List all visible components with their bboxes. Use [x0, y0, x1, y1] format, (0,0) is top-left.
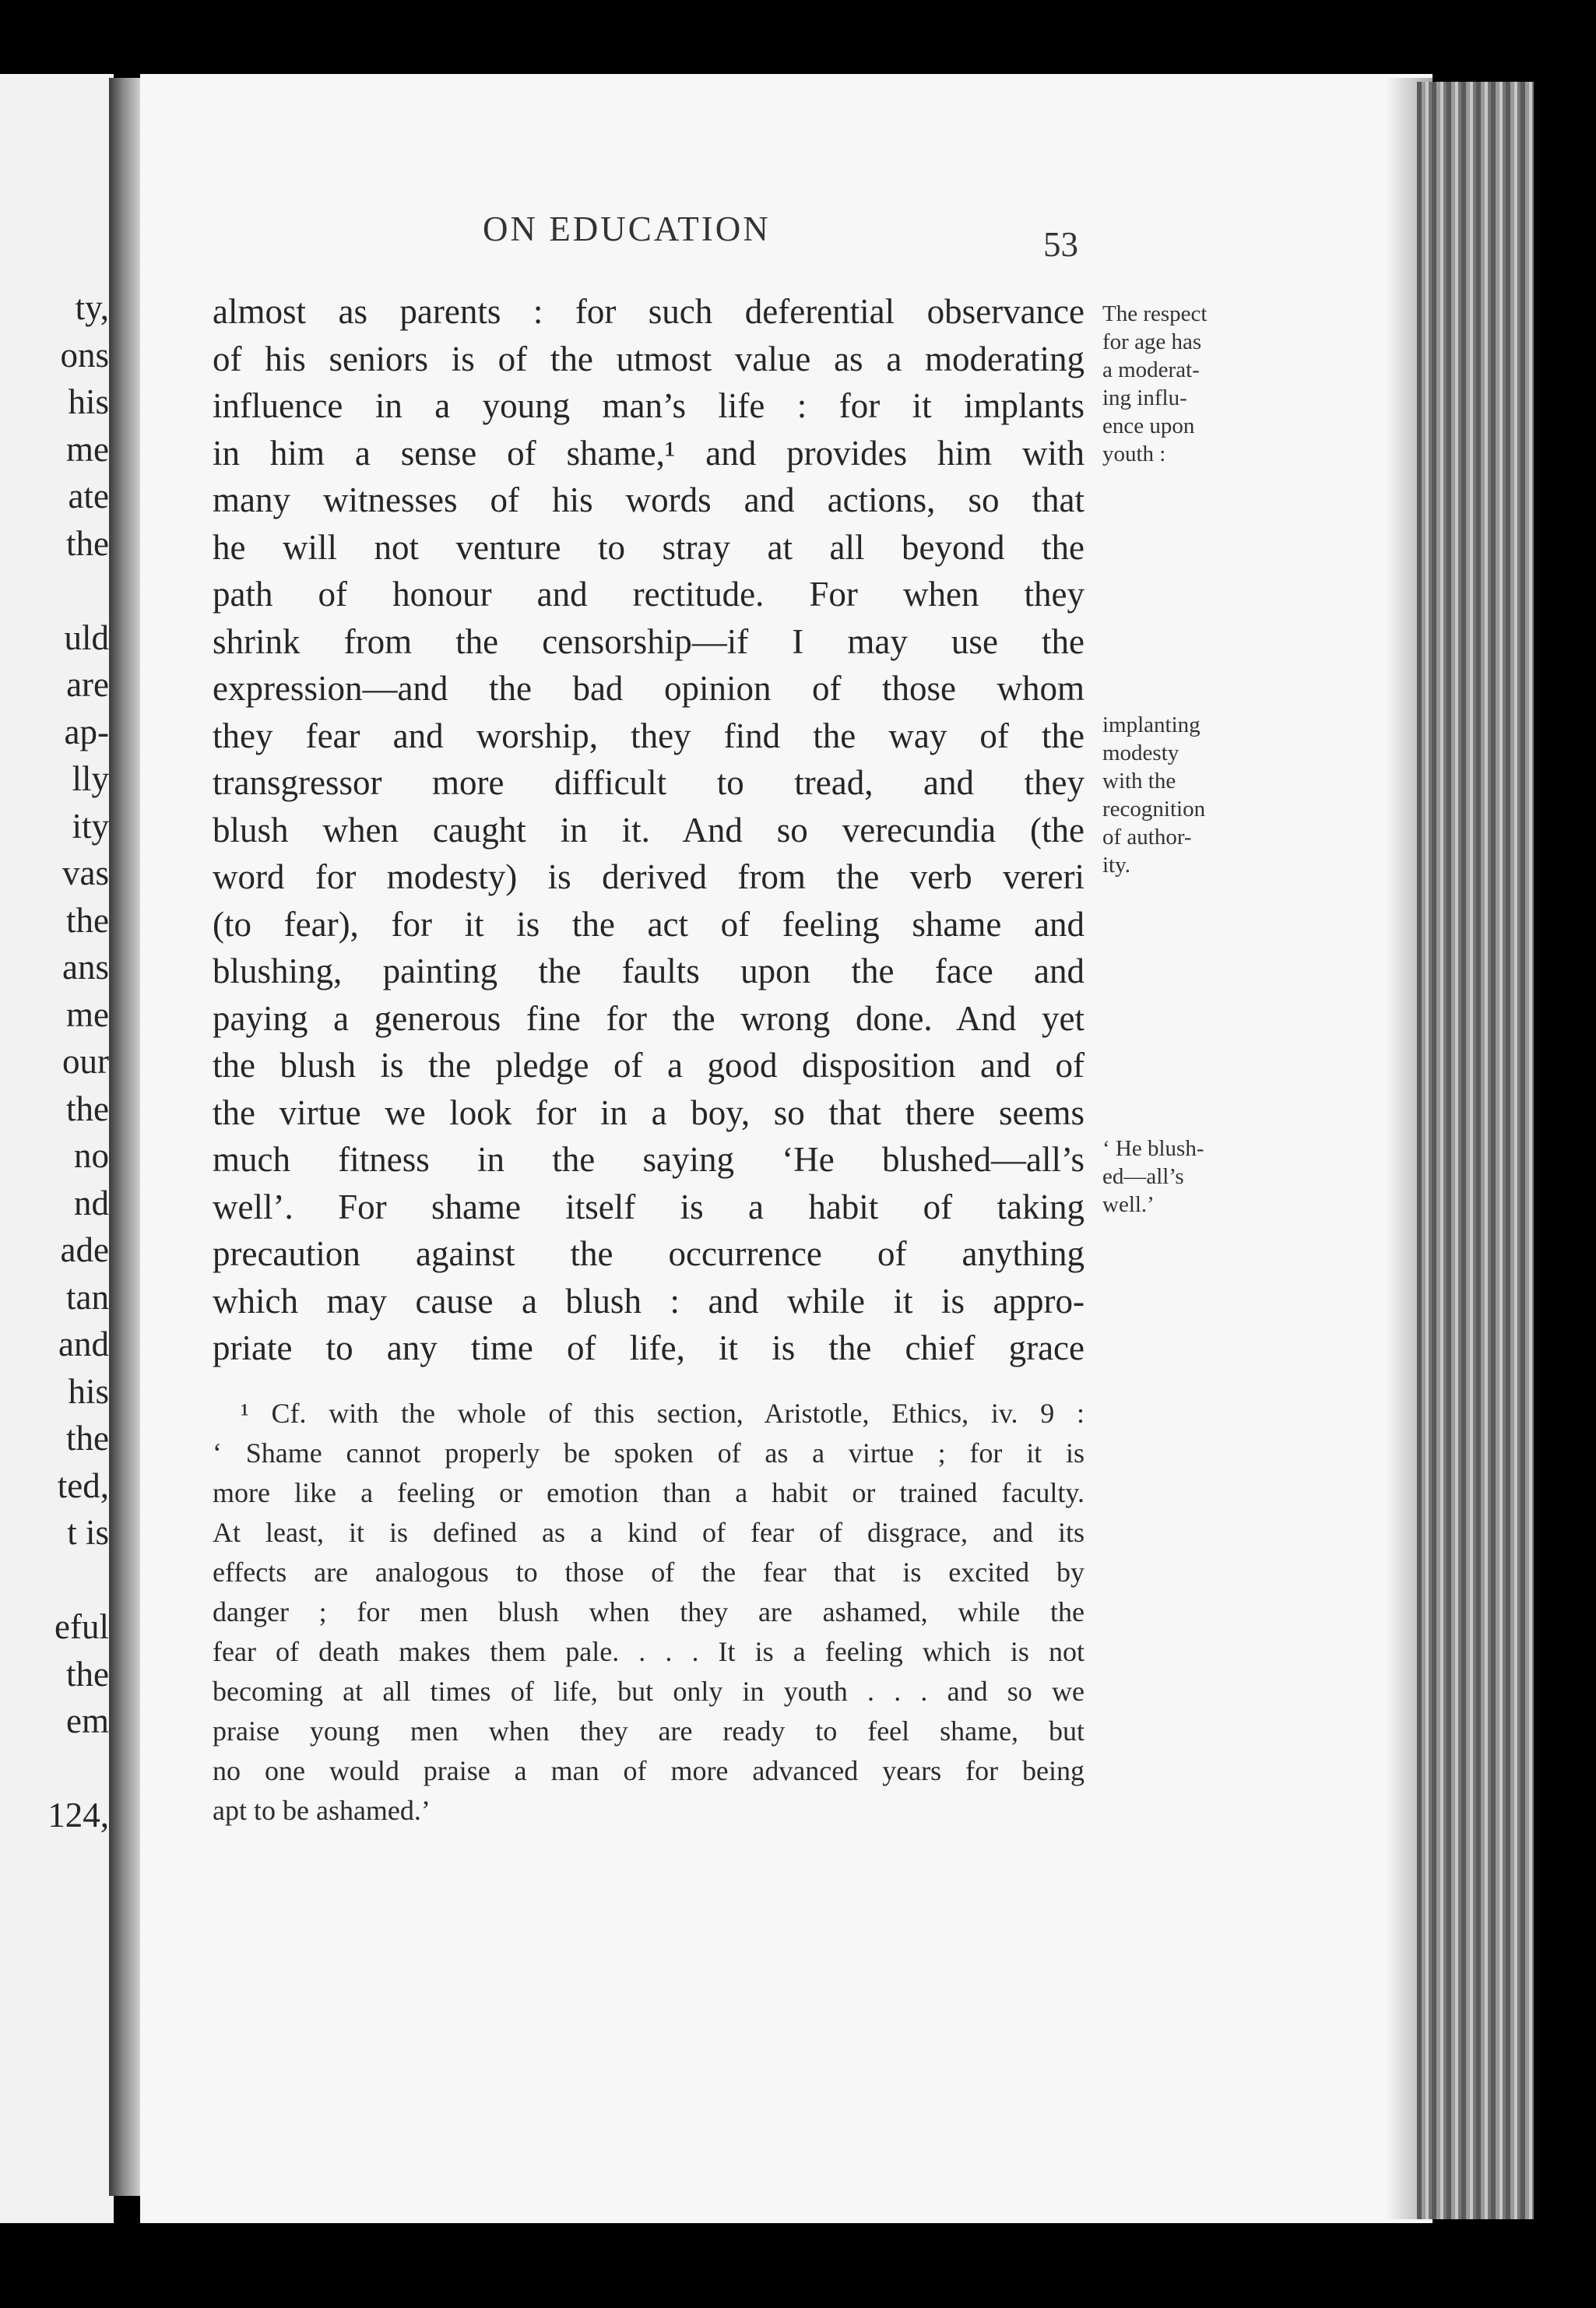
footnote [213, 1394, 1085, 1831]
text-line: influence in a young man’s life : for it implants [213, 386, 1085, 425]
facing-page-line: his [68, 1371, 109, 1411]
text-line: he will not venture to stray at all beyond the [213, 527, 1085, 567]
footnote-line: At least, it is defined as a kind of fear of disgrace, and its [213, 1517, 1085, 1548]
facing-page-line: the [66, 1089, 109, 1128]
margin-note-respect [1102, 300, 1266, 468]
facing-page-line: lly [72, 759, 109, 798]
text-line: expression—and the bad opinion of those whom [213, 669, 1085, 708]
text-line: well’. For shame itself is a habit of taking [213, 1187, 1085, 1226]
text-line: many witnesses of his words and actions, so that [213, 480, 1085, 519]
text-line: precaution against the occurrence of anything [213, 1234, 1085, 1273]
margin-note-line: ed—all’s [1102, 1164, 1184, 1189]
margin-note-line: recognition [1102, 797, 1206, 822]
facing-page-line: vas [62, 853, 109, 892]
footnote-line: no one would praise a man of more advanced years for being [213, 1755, 1085, 1786]
facing-page-line [47, 567, 109, 614]
facing-page-line: em [66, 1701, 109, 1740]
footnote-line: fear of death makes them pale. . . . It is a feeling which is not [213, 1636, 1085, 1667]
facing-page-line: his [68, 382, 109, 421]
margin-note-line: with the [1102, 769, 1176, 793]
margin-note-modesty [1102, 711, 1266, 879]
facing-page-line: the [66, 900, 109, 940]
text-line: path of honour and rectitude. For when they [213, 575, 1085, 614]
margin-note-line: ity. [1102, 853, 1130, 878]
margin-note-line: ence upon [1102, 413, 1195, 438]
facing-page-line: the [66, 523, 109, 563]
page-number: 53 [1043, 225, 1078, 264]
margin-note-line: well.’ [1102, 1192, 1155, 1217]
text-line: (to fear), for it is the act of feeling shame and [213, 904, 1085, 944]
footnote-line: apt to be ashamed.’ [213, 1795, 431, 1826]
text-line: almost as parents : for such deferential observance [213, 292, 1085, 331]
text-line: the blush is the pledge of a good disposition and of [213, 1046, 1085, 1085]
facing-page-line: ap- [64, 712, 109, 751]
text-line: blushing, painting the faults upon the face and [213, 952, 1085, 990]
facing-page-line: ons [60, 335, 109, 375]
facing-page-line: nd [74, 1183, 109, 1223]
facing-page-line: no [74, 1136, 109, 1175]
margin-note-line: ing influ- [1102, 385, 1187, 410]
facing-page-line: ty, [75, 288, 109, 327]
facing-page-line: t is [67, 1513, 109, 1552]
text-line: in him a sense of shame,¹ and provides him with [213, 433, 1085, 473]
margin-note-line: for age has [1102, 329, 1202, 354]
footnote-line: ¹ Cf. with the whole of this section, Aristotle, Ethics, iv. 9 : [241, 1398, 1085, 1429]
text-line: shrink from the censorship—if I may use the [213, 621, 1085, 661]
footnote-line: danger ; for men blush when they are ashamed, while the [213, 1596, 1085, 1627]
text-line: blush when caught in it. And so verecundia (the [213, 810, 1085, 850]
footnote-line: praise young men when they are ready to feel shame, but [213, 1715, 1085, 1747]
facing-page-line: and [58, 1325, 109, 1363]
facing-page-line: me [66, 994, 109, 1034]
facing-page-line: the [66, 1419, 109, 1458]
facing-page-line [47, 1557, 109, 1604]
facing-page [0, 74, 114, 2223]
facing-page-line: tan [66, 1277, 109, 1317]
margin-note-blush [1102, 1135, 1266, 1219]
text-line: of his seniors is of the utmost value as a moderating [213, 339, 1085, 378]
facing-page-line: ans [62, 948, 109, 987]
running-header: ON EDUCATION [483, 209, 771, 248]
facing-page-line: are [66, 665, 109, 704]
margin-note-line: of author- [1102, 825, 1192, 850]
footnote-line: effects are analogous to those of the fear that is excited by [213, 1557, 1085, 1588]
text-line: much fitness in the saying ‘He blushed—all’s [213, 1140, 1085, 1179]
facing-page-line [47, 1745, 109, 1793]
margin-note-line: ‘ He blush- [1102, 1136, 1204, 1161]
facing-page-line: ity [72, 806, 109, 846]
text-line: paying a generous fine for the wrong done. And yet [213, 998, 1085, 1038]
main-text [213, 288, 1085, 1372]
text-line: word for modesty) is derived from the verb vereri [213, 857, 1085, 896]
facing-page-line: me [66, 429, 109, 469]
footnote-line: ‘ Shame cannot properly be spoken of as a virtue ; for it is [213, 1437, 1085, 1469]
margin-note-line: The respect [1102, 301, 1208, 326]
page-stack-edge [1417, 82, 1534, 2219]
text-line: transgressor more difficult to tread, and they [213, 763, 1085, 802]
facing-page-line: eful [54, 1607, 109, 1646]
facing-page-line: 124, [47, 1796, 109, 1835]
text-line: the virtue we look for in a boy, so that there seems [213, 1092, 1085, 1132]
footnote-line: becoming at all times of life, but only in youth . . . and so we [213, 1676, 1085, 1707]
facing-page-text [47, 284, 109, 1839]
facing-page-line: ade [60, 1230, 109, 1269]
text-line: priate to any time of life, it is the chief grace [213, 1328, 1085, 1367]
margin-note-line: implanting [1102, 712, 1201, 737]
facing-page-line: the [66, 1654, 109, 1694]
text-line: they fear and worship, they find the way of the [213, 716, 1085, 755]
margin-note-line: youth : [1102, 442, 1166, 466]
margin-note-line: a moderat- [1102, 357, 1200, 382]
margin-note-line: modesty [1102, 741, 1179, 765]
facing-page-line: ted, [57, 1465, 109, 1505]
facing-page-line: our [62, 1042, 109, 1081]
facing-page-line: uld [64, 617, 109, 657]
footnote-line: more like a feeling or emotion than a habit or trained faculty. [213, 1477, 1085, 1508]
facing-page-line: ate [68, 477, 109, 515]
text-line: which may cause a blush : and while it is appro- [213, 1281, 1085, 1321]
